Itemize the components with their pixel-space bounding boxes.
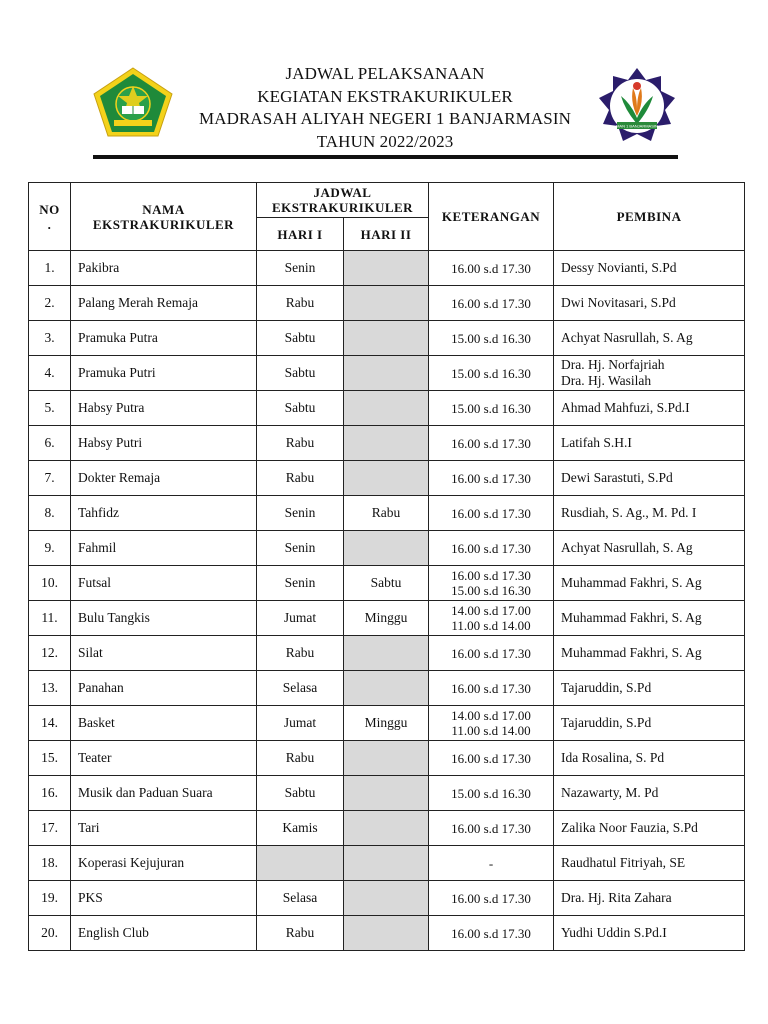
- supervisor: [554, 566, 745, 601]
- time-line: 14.00 s.d 17.00: [451, 708, 531, 723]
- day-two: [344, 671, 429, 706]
- row-number: 5.: [29, 391, 71, 426]
- table-row: [29, 601, 745, 636]
- table-row: [29, 426, 745, 461]
- activity-name: Musik dan Paduan Suara: [71, 776, 257, 811]
- header-nama-line1: NAMA: [142, 201, 185, 217]
- table-row: [29, 391, 745, 426]
- row-number: 18.: [29, 846, 71, 881]
- supervisor: [554, 321, 745, 356]
- day-one: Senin: [257, 566, 344, 601]
- supervisor: [554, 356, 745, 391]
- day-two: [344, 461, 429, 496]
- table-row: [29, 776, 745, 811]
- supervisor: [554, 461, 745, 496]
- title-line-1: JADWAL PELAKSANAAN: [285, 64, 485, 83]
- table-row: [29, 671, 745, 706]
- supervisor-name: Tajaruddin, S.Pd: [561, 680, 652, 695]
- supervisor: [554, 671, 745, 706]
- time-info: [429, 496, 554, 531]
- time-line: 15.00 s.d 16.30: [451, 330, 531, 346]
- row-number: 4.: [29, 356, 71, 391]
- time-info: [429, 811, 554, 846]
- day-one: Sabtu: [257, 321, 344, 356]
- supervisor-name: Achyat Nasrullah, S. Ag: [561, 540, 693, 555]
- time-line: 16.00 s.d 17.30: [451, 645, 531, 661]
- header-nama: [71, 183, 257, 251]
- day-two: [344, 881, 429, 916]
- time-info: [429, 391, 554, 426]
- time-info: [429, 636, 554, 671]
- supervisor: [554, 706, 745, 741]
- supervisor: [554, 846, 745, 881]
- day-two: Sabtu: [344, 566, 429, 601]
- day-one: Rabu: [257, 916, 344, 951]
- day-one: Rabu: [257, 286, 344, 321]
- day-one: Rabu: [257, 461, 344, 496]
- time-line: 16.00 s.d 17.30: [451, 820, 531, 836]
- activity-name: English Club: [71, 916, 257, 951]
- school-star-emblem-icon: [597, 66, 677, 146]
- day-two: [344, 916, 429, 951]
- day-two: [344, 531, 429, 566]
- supervisor-name: Ida Rosalina, S. Pd: [561, 750, 665, 765]
- table-row: [29, 741, 745, 776]
- activity-name: Teater: [71, 741, 257, 776]
- activity-name: Tari: [71, 811, 257, 846]
- day-one: Sabtu: [257, 356, 344, 391]
- row-number: 15.: [29, 741, 71, 776]
- row-number: 8.: [29, 496, 71, 531]
- supervisor-name: Dra. Hj. Norfajriah: [561, 357, 665, 372]
- header-hari-1: HARI I: [257, 218, 344, 251]
- header-nama-line2: EKSTRAKURIKULER: [92, 216, 235, 232]
- time-info: [429, 776, 554, 811]
- time-line: 16.00 s.d 17.30: [451, 470, 531, 486]
- row-number: 13.: [29, 671, 71, 706]
- table-row: [29, 461, 745, 496]
- day-two: [344, 811, 429, 846]
- title-line-3: MADRASAH ALIYAH NEGERI 1 BANJARMASIN: [199, 109, 571, 128]
- time-line: 16.00 s.d 17.30: [451, 540, 531, 556]
- table-row: [29, 846, 745, 881]
- row-number: 20.: [29, 916, 71, 951]
- supervisor-name: Rusdiah, S. Ag., M. Pd. I: [561, 505, 697, 520]
- time-line: 15.00 s.d 16.30: [451, 583, 531, 598]
- table-body: [29, 251, 745, 951]
- supervisor: [554, 531, 745, 566]
- row-number: 19.: [29, 881, 71, 916]
- time-line: 16.00 s.d 17.30: [451, 260, 531, 276]
- document-title: [180, 63, 590, 153]
- table-row: [29, 356, 745, 391]
- supervisor-name: Raudhatul Fitriyah, SE: [561, 855, 686, 870]
- row-number: 11.: [29, 601, 71, 636]
- time-info: [429, 286, 554, 321]
- supervisor: [554, 776, 745, 811]
- time-info: [429, 566, 554, 601]
- day-two: [344, 776, 429, 811]
- day-one: Sabtu: [257, 776, 344, 811]
- activity-name: Futsal: [71, 566, 257, 601]
- table-row: [29, 706, 745, 741]
- time-info: [429, 321, 554, 356]
- activity-name: Habsy Putri: [71, 426, 257, 461]
- row-number: 3.: [29, 321, 71, 356]
- day-one: Senin: [257, 531, 344, 566]
- activity-name: Palang Merah Remaja: [71, 286, 257, 321]
- activity-name: Basket: [71, 706, 257, 741]
- supervisor-name: Tajaruddin, S.Pd: [561, 715, 652, 730]
- supervisor: [554, 881, 745, 916]
- header-jadwal: [257, 183, 429, 218]
- supervisor-name: Zalika Noor Fauzia, S.Pd: [561, 820, 698, 835]
- activity-name: Pramuka Putra: [71, 321, 257, 356]
- activity-name: Fahmil: [71, 531, 257, 566]
- time-info: [429, 356, 554, 391]
- time-line: -: [488, 855, 494, 871]
- day-one: Senin: [257, 496, 344, 531]
- day-two: [344, 426, 429, 461]
- supervisor: [554, 496, 745, 531]
- time-line: 16.00 s.d 17.30: [451, 295, 531, 311]
- activity-name: Pakibra: [71, 251, 257, 286]
- day-two: [344, 636, 429, 671]
- schedule-table: [28, 182, 745, 951]
- title-line-2: KEGIATAN EKSTRAKURIKULER: [257, 86, 513, 106]
- activity-name: Silat: [71, 636, 257, 671]
- header-no: [29, 183, 71, 251]
- day-one: Jumat: [257, 706, 344, 741]
- time-info: [429, 531, 554, 566]
- title-line-4: TAHUN 2022/2023: [316, 131, 454, 151]
- day-two: Minggu: [344, 601, 429, 636]
- header-no-label: NO: [39, 201, 60, 217]
- table-row: [29, 251, 745, 286]
- time-line: 11.00 s.d 14.00: [451, 618, 531, 633]
- header-jadwal-line2: EKSTRAKURIKULER: [271, 200, 414, 215]
- supervisor-name: Yudhi Uddin S.Pd.I: [561, 925, 667, 940]
- time-line: 16.00 s.d 17.30: [451, 435, 531, 451]
- table-row: [29, 286, 745, 321]
- activity-name: Dokter Remaja: [71, 461, 257, 496]
- time-info: [429, 916, 554, 951]
- time-line: 15.00 s.d 16.30: [451, 400, 531, 416]
- document-header: [0, 0, 768, 170]
- supervisor: [554, 916, 745, 951]
- table-header: [29, 183, 745, 251]
- day-two: [344, 846, 429, 881]
- header-divider: [93, 155, 678, 159]
- day-one: Senin: [257, 251, 344, 286]
- time-line: 11.00 s.d 14.00: [451, 723, 531, 738]
- activity-name: Pramuka Putri: [71, 356, 257, 391]
- supervisor-name: Dwi Novitasari, S.Pd: [561, 295, 676, 310]
- time-info: [429, 251, 554, 286]
- table-row: [29, 496, 745, 531]
- time-line: 16.00 s.d 17.30: [451, 568, 531, 583]
- day-two: [344, 741, 429, 776]
- activity-name: PKS: [71, 881, 257, 916]
- day-one: [257, 846, 344, 881]
- day-one: Kamis: [257, 811, 344, 846]
- row-number: 16.: [29, 776, 71, 811]
- logo-banner-text: MAN 1 BANJARMASIN: [616, 123, 658, 129]
- day-one: Rabu: [257, 636, 344, 671]
- activity-name: Bulu Tangkis: [71, 601, 257, 636]
- time-info: [429, 881, 554, 916]
- row-number: 17.: [29, 811, 71, 846]
- day-two: Rabu: [344, 496, 429, 531]
- supervisor-name: Ahmad Mahfuzi, S.Pd.I: [561, 400, 690, 415]
- header-keterangan: KETERANGAN: [429, 183, 554, 251]
- table-row: [29, 916, 745, 951]
- supervisor-name: Latifah S.H.I: [561, 435, 632, 450]
- row-number: 1.: [29, 251, 71, 286]
- time-info: [429, 671, 554, 706]
- supervisor-name: Nazawarty, M. Pd: [561, 785, 659, 800]
- time-info: [429, 846, 554, 881]
- time-info: [429, 706, 554, 741]
- time-line: 16.00 s.d 17.30: [451, 680, 531, 696]
- supervisor: [554, 811, 745, 846]
- supervisor: [554, 741, 745, 776]
- supervisor-name: Muhammad Fakhri, S. Ag: [561, 610, 702, 625]
- time-line: 14.00 s.d 17.00: [451, 603, 531, 618]
- activity-name: Tahfidz: [71, 496, 257, 531]
- supervisor-name: Dewi Sarastuti, S.Pd: [561, 470, 673, 485]
- kemenag-pentagon-logo-icon: [92, 66, 174, 138]
- supervisor-name: Dra. Hj. Wasilah: [561, 373, 652, 388]
- header-no-dot: .: [47, 216, 52, 232]
- row-number: 7.: [29, 461, 71, 496]
- table-row: [29, 531, 745, 566]
- day-two: [344, 391, 429, 426]
- supervisor-name: Dessy Novianti, S.Pd: [561, 260, 677, 275]
- activity-name: Panahan: [71, 671, 257, 706]
- day-one: Selasa: [257, 881, 344, 916]
- time-info: [429, 426, 554, 461]
- supervisor-name: Achyat Nasrullah, S. Ag: [561, 330, 693, 345]
- day-two: [344, 356, 429, 391]
- day-one: Rabu: [257, 426, 344, 461]
- table-row: [29, 881, 745, 916]
- day-two: [344, 286, 429, 321]
- time-info: [429, 741, 554, 776]
- time-line: 16.00 s.d 17.30: [451, 890, 531, 906]
- row-number: 2.: [29, 286, 71, 321]
- activity-name: Koperasi Kejujuran: [71, 846, 257, 881]
- day-one: Jumat: [257, 601, 344, 636]
- supervisor-name: Muhammad Fakhri, S. Ag: [561, 645, 702, 660]
- supervisor-name: Muhammad Fakhri, S. Ag: [561, 575, 702, 590]
- time-line: 15.00 s.d 16.30: [451, 785, 531, 801]
- supervisor: [554, 391, 745, 426]
- header-jadwal-line1: JADWAL: [313, 185, 372, 200]
- time-line: 16.00 s.d 17.30: [451, 505, 531, 521]
- day-two: Minggu: [344, 706, 429, 741]
- table-row: [29, 566, 745, 601]
- table-row: [29, 811, 745, 846]
- row-number: 6.: [29, 426, 71, 461]
- day-one: Rabu: [257, 741, 344, 776]
- table-row: [29, 321, 745, 356]
- time-line: 16.00 s.d 17.30: [451, 925, 531, 941]
- row-number: 12.: [29, 636, 71, 671]
- day-two: [344, 321, 429, 356]
- header-pembina: PEMBINA: [554, 183, 745, 251]
- supervisor: [554, 426, 745, 461]
- header-hari-2: HARI II: [344, 218, 429, 251]
- activity-name: Habsy Putra: [71, 391, 257, 426]
- time-line: 15.00 s.d 16.30: [451, 365, 531, 381]
- supervisor: [554, 286, 745, 321]
- time-info: [429, 461, 554, 496]
- supervisor-name: Dra. Hj. Rita Zahara: [561, 890, 672, 905]
- row-number: 9.: [29, 531, 71, 566]
- day-one: Selasa: [257, 671, 344, 706]
- row-number: 10.: [29, 566, 71, 601]
- time-info: [429, 601, 554, 636]
- day-one: Sabtu: [257, 391, 344, 426]
- row-number: 14.: [29, 706, 71, 741]
- supervisor: [554, 251, 745, 286]
- supervisor: [554, 601, 745, 636]
- table-row: [29, 636, 745, 671]
- time-line: 16.00 s.d 17.30: [451, 750, 531, 766]
- supervisor: [554, 636, 745, 671]
- day-two: [344, 251, 429, 286]
